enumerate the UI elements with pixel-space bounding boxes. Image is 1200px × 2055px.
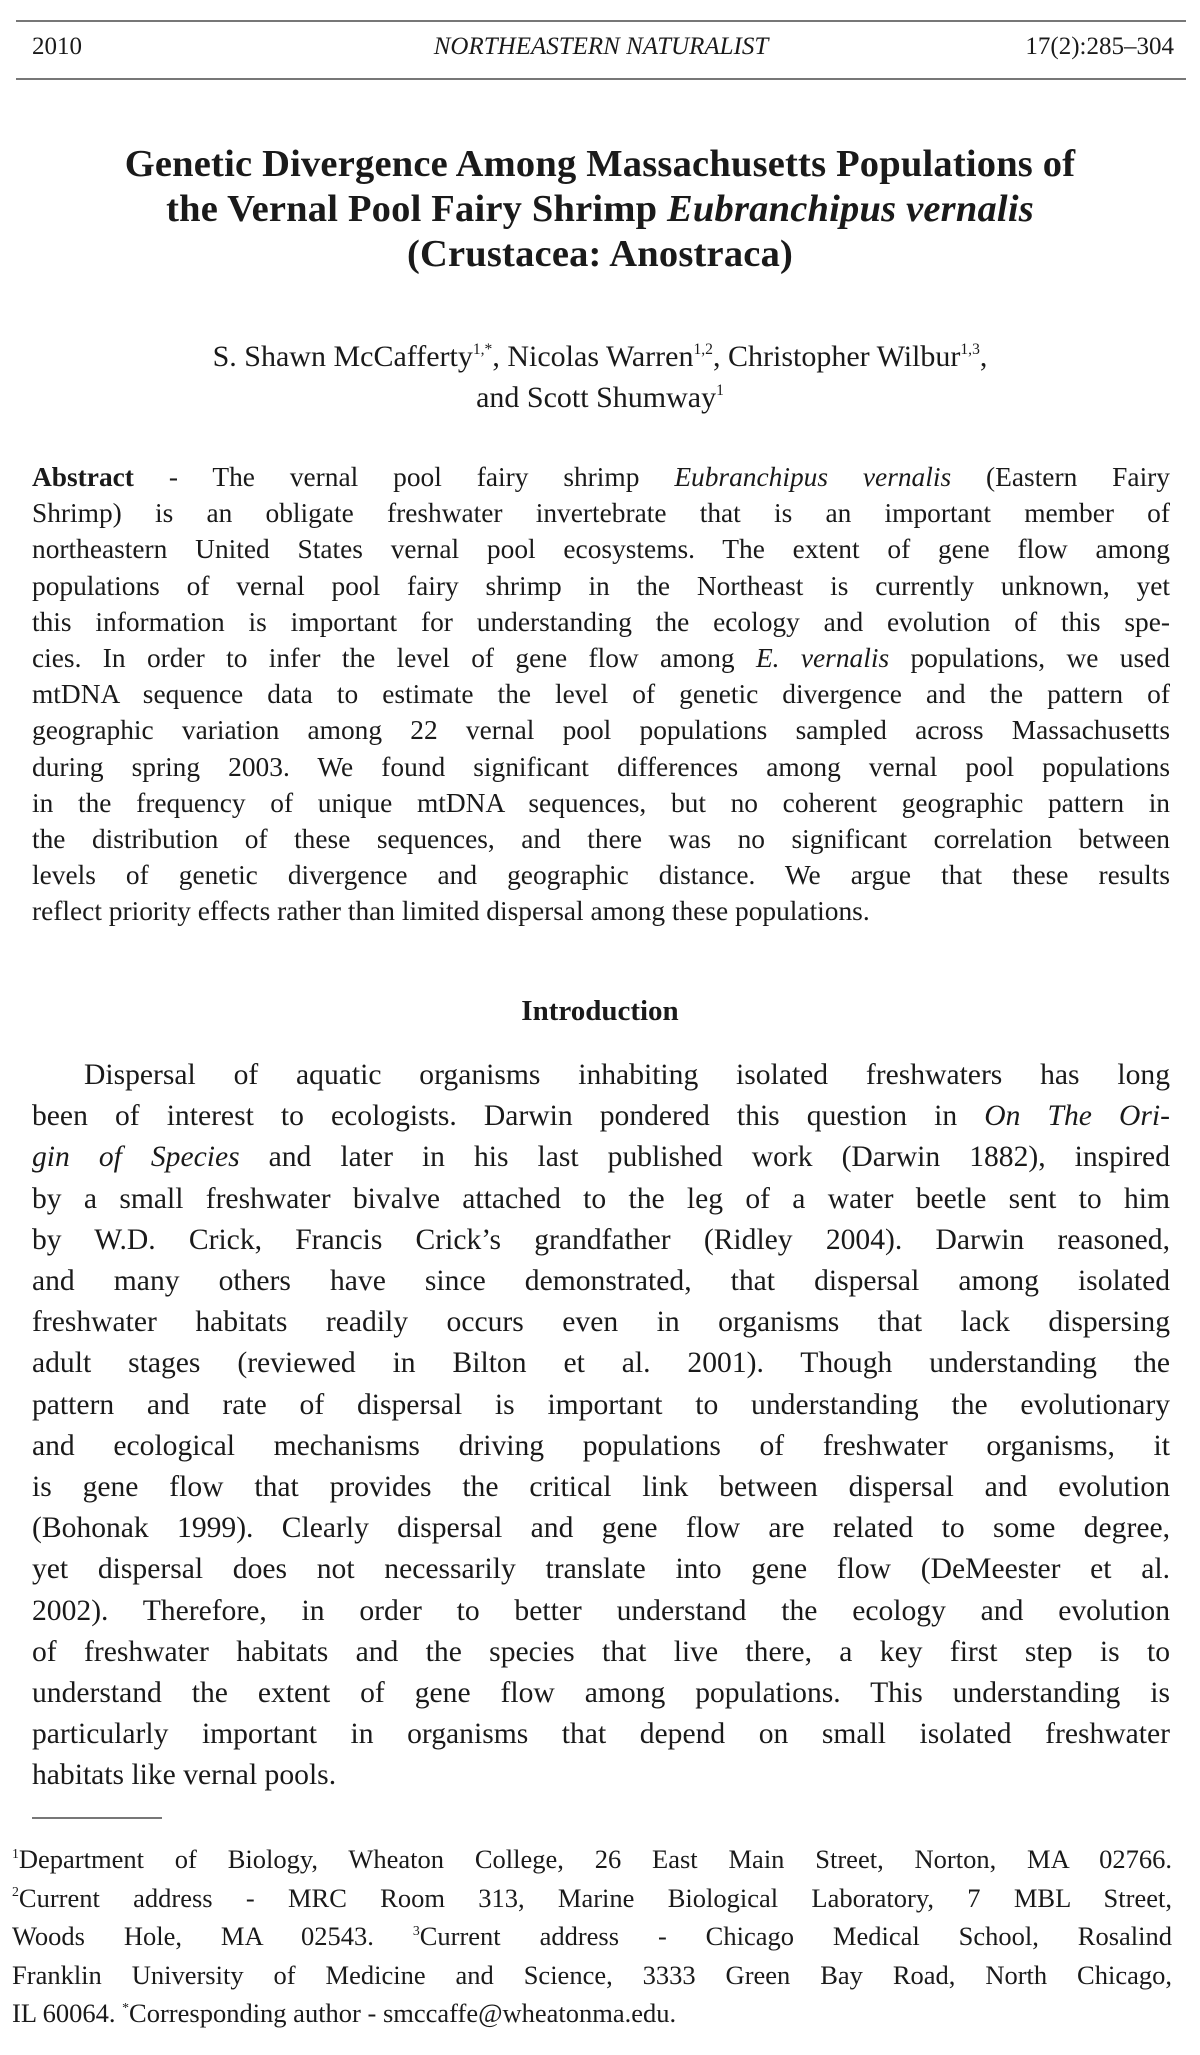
publication-year: 2010 (32, 33, 82, 60)
author: S. Shawn McCafferty$^{1,*}$, (212, 340, 508, 373)
body-line: and many others have since demonstrated, that dispersal among isolated (32, 1265, 1170, 1298)
body-line: and ecological mechanisms driving populations of freshwater organisms, it (32, 1429, 1170, 1462)
body-line: understand the extent of gene flow among populations. This understanding is (32, 1677, 1170, 1710)
footnote-line: $^2$Current address - MRC Room 313, Marine Biological Laboratory, 7 MBL Street, (12, 1882, 1172, 1913)
body-line: by a small freshwater bivalve attached to the leg of a water beetle sent to him (32, 1182, 1170, 1215)
footnote-marker: 3 (412, 1922, 420, 1938)
footnotes (12, 1840, 1172, 2033)
footnote-divider (32, 1817, 162, 1819)
abstract-line: in the frequency of unique mtDNA sequences, but no coherent geographic pattern in (32, 787, 1170, 818)
affiliation-marker: 1,* (472, 341, 493, 359)
abstract-line: this information is important for understanding the ecology and evolution of this spe- (32, 606, 1170, 637)
abstract-line: cies. In order to infer the level of gene flow among E. vernalis populations, we used (32, 643, 1171, 674)
footnote-line: $^1$Department of Biology, Wheaton College, 26 East Main Street, Norton, MA 02766. (12, 1844, 1172, 1874)
body-line: habitats like vernal pools. (32, 1759, 337, 1792)
footnote-marker: 2 (12, 1884, 19, 1900)
body-line: adult stages (reviewed in Bilton et al. 2001). Though understanding the (32, 1347, 1170, 1380)
abstract-line: reflect priority effects rather than limited dispersal among these populations. (32, 896, 870, 927)
species-name: Eubranchipus vernalis (667, 188, 1034, 230)
running-head (16, 20, 1186, 80)
footnote-marker: 1 (12, 1845, 19, 1861)
title-line-1: Genetic Divergence Among Massachusetts Populations of (124, 143, 1076, 185)
footnote-marker: * (122, 2000, 130, 2016)
article-title (20, 142, 1180, 277)
abstract-line: during spring 2003. We found significant differences among vernal pool populations (32, 751, 1170, 782)
abstract-line: populations of vernal pool fairy shrimp in the Northeast is currently unknown, yet (32, 570, 1170, 601)
body-line: Dispersal of aquatic organisms inhabiting isolated freshwaters has long (84, 1059, 1170, 1091)
body-line: (Bohonak 1999). Clearly dispersal and gene flow are related to some degree, (32, 1512, 1170, 1545)
abstract (32, 459, 1170, 930)
body-line: gin of Species and later in his last published work (Darwin 1882), inspired (32, 1141, 1170, 1174)
footnote-line: IL 60064. *Corresponding author - smccaffe@wheatonma.edu. (12, 1998, 677, 2029)
volume-pages: 17(2):285–304 (1025, 33, 1174, 60)
abstract-line: mtDNA sequence data to estimate the level of genetic divergence and the pattern of (32, 679, 1170, 710)
author-list (20, 336, 1180, 418)
body-line: of freshwater habitats and the species that live there, a key first step is to (32, 1635, 1170, 1668)
abstract-line: the distribution of these sequences, and there was no significant correlation between (32, 824, 1170, 855)
body-line: is gene flow that provides the critical link between dispersal and evolution (32, 1471, 1170, 1504)
footnote-line: Woods Hole, MA 02543. $^3$Current address - Chicago Medical School, Rosalind (12, 1921, 1172, 1952)
affiliation-marker: 1,3 (960, 341, 980, 359)
author: Christopher Wilbur$^{1,3}$, (727, 340, 988, 373)
body-line: freshwater habitats readily occurs even in organisms that lack dispersing (32, 1306, 1170, 1339)
abstract-line: geographic variation among 22 vernal pool populations sampled across Massachusetts (32, 715, 1170, 746)
body-line: particularly important in organisms that depend on small isolated freshwater (32, 1718, 1170, 1751)
body-line: yet dispersal does not necessarily translate into gene flow (DeMeester et al. (32, 1553, 1170, 1586)
body-line: been of interest to ecologists. Darwin pondered this question in On The Ori- (32, 1100, 1170, 1133)
body-line: by W.D. Crick, Francis Crick’s grandfather (Ridley 2004). Darwin reasoned, (32, 1223, 1170, 1256)
abstract-label: Abstract (32, 462, 134, 492)
journal-name: NORTHEASTERN NATURALIST (433, 33, 769, 60)
title-line-3: (Crustacea: Anostraca) (406, 233, 794, 275)
corresponding-author-email: Corresponding author - smccaffe@wheatonma.edu. (129, 1998, 677, 2029)
body-line: pattern and rate of dispersal is important to understanding the evolutionary (32, 1388, 1170, 1421)
footnote-line: Franklin University of Medicine and Science, 3333 Green Bay Road, North Chicago, (12, 1959, 1172, 1990)
introduction-body (32, 1055, 1170, 1797)
affiliation-marker: 1 (716, 382, 724, 400)
abstract-line: Shrimp) is an obligate freshwater invertebrate that is an important member of (32, 498, 1170, 529)
abstract-line: northeastern United States vernal pool ecosystems. The extent of gene flow among (32, 534, 1170, 565)
abstract-line: Abstract - The vernal pool fairy shrimp Eubranchipus vernalis (Eastern Fairy (32, 462, 1170, 492)
affiliation-marker: 1,2 (693, 341, 713, 359)
author: Nicolas Warren$^{1,2}$, (507, 340, 728, 373)
author: and Scott Shumway$^1$ (476, 381, 724, 414)
abstract-line: levels of genetic divergence and geographic distance. We argue that these results (32, 860, 1170, 891)
title-line-2: the Vernal Pool Fairy Shrimp Eubranchipus vernalis (166, 188, 1034, 230)
body-line: 2002). Therefore, in order to better understand the ecology and evolution (32, 1594, 1170, 1627)
section-heading-introduction: Introduction (521, 995, 679, 1027)
